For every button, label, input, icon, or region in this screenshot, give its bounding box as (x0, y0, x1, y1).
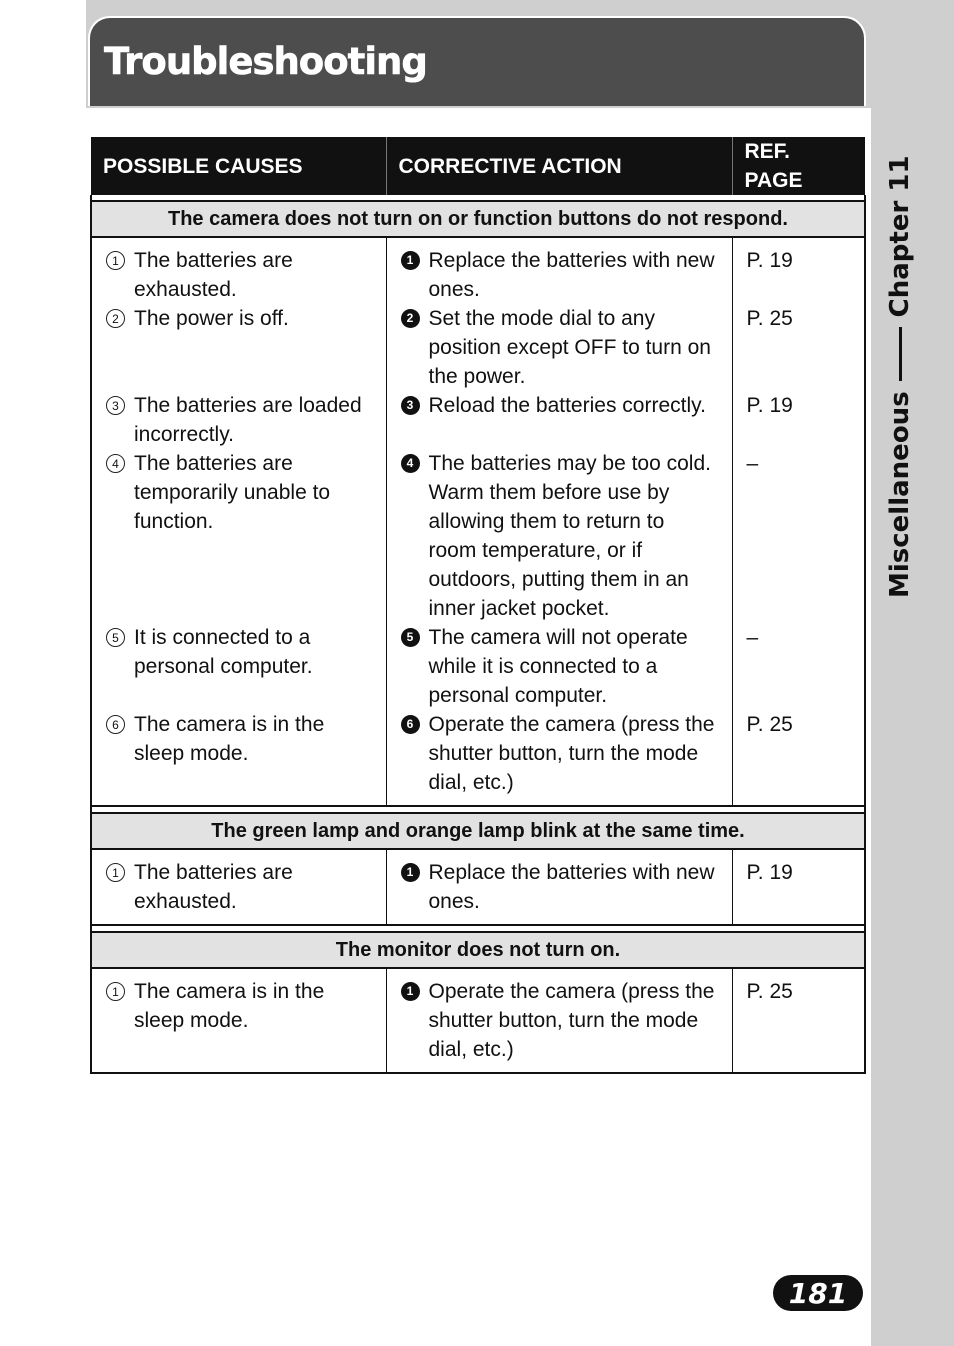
action-item (401, 710, 718, 797)
section-heading-row (91, 932, 865, 968)
cause-item (106, 391, 372, 449)
cause-item (106, 246, 372, 304)
filled-number-icon: 2 (401, 309, 420, 328)
header-corrective-action: CORRECTIVE ACTION (386, 137, 732, 195)
action-text: Set the mode dial to any position except OFF to turn on the power. (428, 307, 711, 388)
action-text: Replace the batteries with new ones. (428, 861, 715, 913)
section-gap (91, 806, 865, 813)
item-marker (401, 977, 429, 1064)
ref-page-text: P. 25 (746, 980, 793, 1003)
section-heading: The monitor does not turn on. (91, 932, 865, 968)
item-marker (106, 710, 134, 797)
section-heading: The camera does not turn on or function buttons do not respond. (91, 201, 865, 237)
causes-cell (91, 237, 386, 806)
section-heading-row (91, 201, 865, 237)
action-text: Operate the camera (press the shutter button, turn the mode dial, etc.) (428, 980, 715, 1061)
chapter-section-name: Miscellaneous (885, 391, 915, 598)
ref-page-text: P. 25 (746, 307, 793, 330)
ref-page-text: P. 25 (746, 713, 793, 736)
section-content-row (91, 968, 865, 1073)
item-marker (106, 449, 134, 623)
item-marker (401, 304, 429, 391)
item-marker (106, 304, 134, 391)
item-marker (401, 449, 429, 623)
cause-text: The camera is in the sleep mode. (134, 980, 325, 1032)
header-ref-page: REF. PAGE (732, 137, 865, 195)
item-marker (106, 623, 134, 710)
cause-text: It is connected to a personal computer. (134, 626, 313, 678)
item-marker (401, 246, 429, 304)
filled-number-icon: 5 (401, 628, 420, 647)
item-marker (401, 623, 429, 710)
cause-item (106, 304, 372, 391)
cause-text: The batteries are exhausted. (134, 861, 293, 913)
table-body (91, 195, 865, 1073)
cause-text: The batteries are temporarily unable to function. (134, 452, 331, 533)
action-item (401, 304, 718, 391)
chapter-side-label (884, 155, 916, 598)
causes-cell (91, 968, 386, 1073)
actions-cell (386, 237, 732, 806)
section-gap (91, 925, 865, 932)
cause-text: The batteries are exhausted. (134, 249, 293, 301)
item-marker (106, 391, 134, 449)
action-item (401, 391, 718, 449)
ref-page-text: – (746, 452, 759, 475)
circled-number-icon: 5 (106, 628, 125, 647)
circled-number-icon: 3 (106, 396, 125, 415)
causes-cell (91, 849, 386, 925)
circled-number-icon: 1 (106, 251, 125, 270)
cause-item (106, 623, 372, 710)
item-marker (106, 977, 134, 1064)
chapter-number: Chapter 11 (885, 155, 915, 318)
section-heading: The green lamp and orange lamp blink at the same time. (91, 813, 865, 849)
filled-number-icon: 1 (401, 863, 420, 882)
ref-cell (732, 968, 865, 1073)
item-marker (106, 858, 134, 916)
action-item (401, 623, 718, 710)
cause-item (106, 710, 372, 797)
item-marker (401, 710, 429, 797)
filled-number-icon: 3 (401, 396, 420, 415)
ref-cell (732, 849, 865, 925)
action-text: Reload the batteries correctly. (428, 394, 706, 417)
action-text: The camera will not operate while it is connected to a personal computer. (428, 626, 688, 707)
action-text: Replace the batteries with new ones. (428, 249, 715, 301)
action-item (401, 449, 718, 623)
filled-number-icon: 6 (401, 715, 420, 734)
actions-cell (386, 968, 732, 1073)
cause-text: The camera is in the sleep mode. (134, 713, 325, 765)
chapter-dash (899, 327, 902, 381)
circled-number-icon: 1 (106, 982, 125, 1001)
ref-page-text: P. 19 (746, 861, 793, 884)
page-title: Troubleshooting (104, 40, 427, 83)
section-content-row (91, 849, 865, 925)
troubleshooting-table (90, 137, 864, 1074)
item-marker (106, 246, 134, 304)
cause-item (106, 858, 372, 916)
circled-number-icon: 1 (106, 863, 125, 882)
ref-cell (732, 237, 865, 806)
ref-page-text: P. 19 (746, 249, 793, 272)
item-marker (401, 391, 429, 449)
circled-number-icon: 2 (106, 309, 125, 328)
filled-number-icon: 4 (401, 454, 420, 473)
action-text: Operate the camera (press the shutter button, turn the mode dial, etc.) (428, 713, 715, 794)
filled-number-icon: 1 (401, 251, 420, 270)
table-header-row (91, 137, 865, 195)
item-marker (401, 858, 429, 916)
page-number-badge: 181 (773, 1275, 863, 1311)
circled-number-icon: 6 (106, 715, 125, 734)
action-text: The batteries may be too cold. Warm them before use by allowing them to return to room temperature, or if outdoors, putting them in an inner jacket pocket. (428, 452, 711, 620)
cause-item (106, 977, 372, 1064)
filled-number-icon: 1 (401, 982, 420, 1001)
ref-page-text: – (746, 626, 759, 649)
action-item (401, 858, 718, 916)
ref-page-text: P. 19 (746, 394, 793, 417)
cause-text: The power is off. (134, 307, 289, 330)
header-possible-causes: POSSIBLE CAUSES (91, 137, 386, 195)
cause-text: The batteries are loaded incorrectly. (134, 394, 362, 446)
section-heading-row (91, 813, 865, 849)
circled-number-icon: 4 (106, 454, 125, 473)
action-item (401, 977, 718, 1064)
action-item (401, 246, 718, 304)
cause-item (106, 449, 372, 623)
actions-cell (386, 849, 732, 925)
section-content-row (91, 237, 865, 806)
